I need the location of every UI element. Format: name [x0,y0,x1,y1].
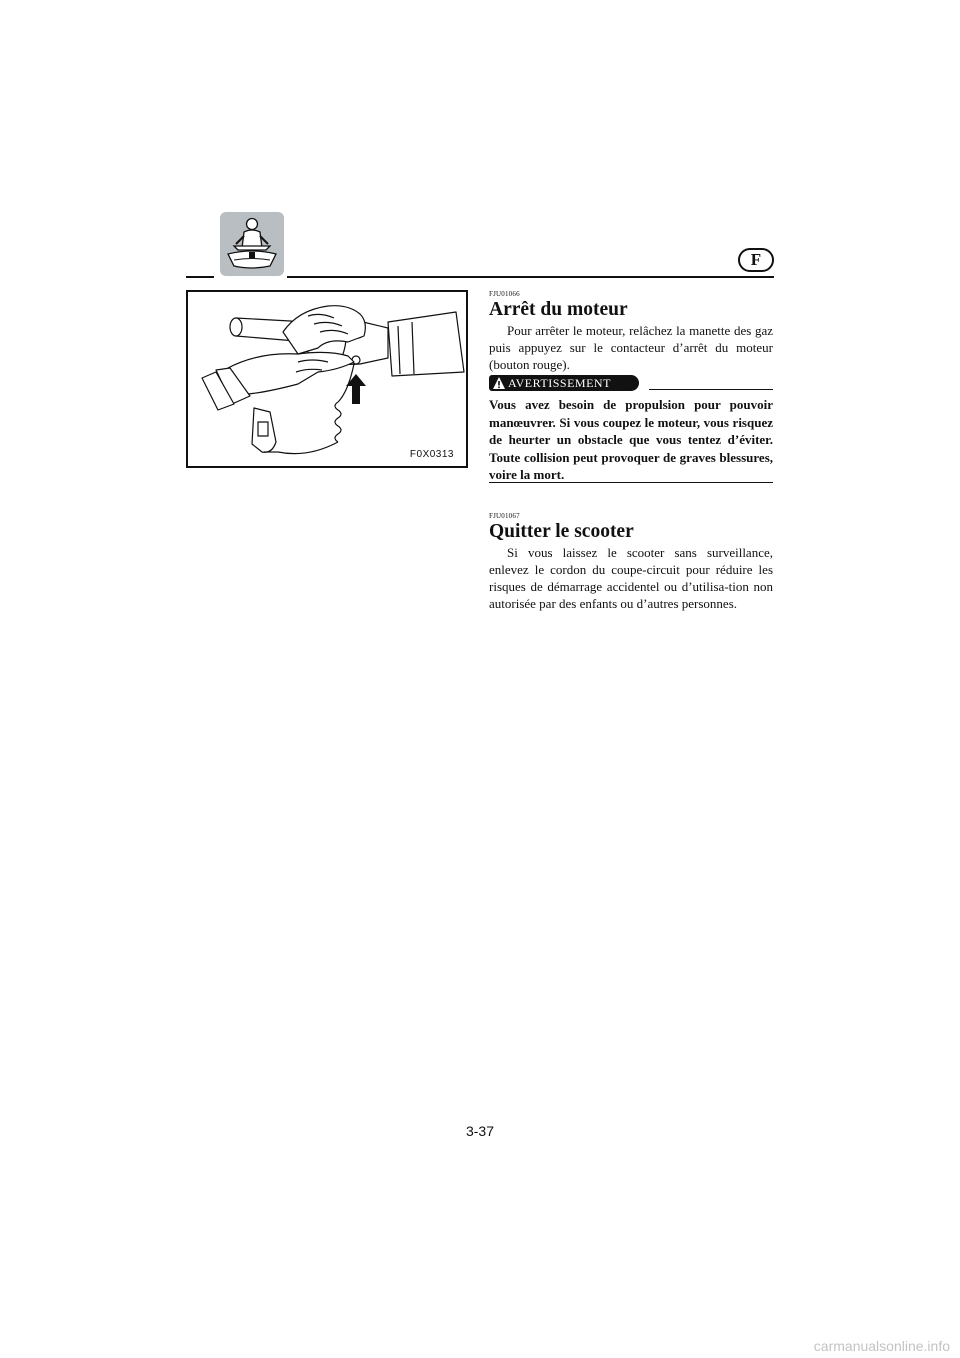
illustration-engine-stop [186,290,468,468]
watermark: carmanualsonline.info [813,1338,950,1354]
warning-header [489,375,773,393]
section-engine-stop [489,290,773,373]
section-body: Pour arrêter le moteur, relâchez la manette des gaz puis appuyez sur le contacteur d’arrêt du moteur (bouton rouge). [489,323,773,372]
section-code: FJU01066 [489,290,520,298]
hand-on-handlebar-illustration [188,292,466,466]
arrow-up-icon [346,374,366,404]
warning-end-rule [489,482,773,483]
warning-rule [649,389,773,390]
warning-label: AVERTISSEMENT [508,376,611,390]
jet-ski-rider-icon [220,212,284,276]
language-badge: F [738,248,774,272]
warning-text: Vous avez besoin de propulsion pour pouvoir manœuvrer. Si vous coupez le moteur, vous risquez de heurter un obstacle que vous tentez d’éviter. Toute collision peut provoquer de graves blessures, voire la mort. [489,397,773,482]
section-leave-scooter [489,512,773,612]
section-title: Arrêt du moteur [489,299,628,320]
figure-code: F0X0313 [409,449,454,460]
section-body: Si vous laissez le scooter sans surveillance, enlevez le cordon du coupe-circuit pour réduire les risques de démarrage accidentel ou d’utilisa-tion non autorisée par des enfants ou d’autres personnes. [489,545,773,611]
header-rule-left [186,276,214,278]
header-rule-right [287,276,774,278]
section-code: FJU01067 [489,512,520,520]
section-title: Quitter le scooter [489,521,634,542]
warning-triangle-icon [492,376,506,390]
warning-block [489,396,773,484]
warning-badge [489,375,639,391]
page-number: 3-37 [465,1123,495,1139]
